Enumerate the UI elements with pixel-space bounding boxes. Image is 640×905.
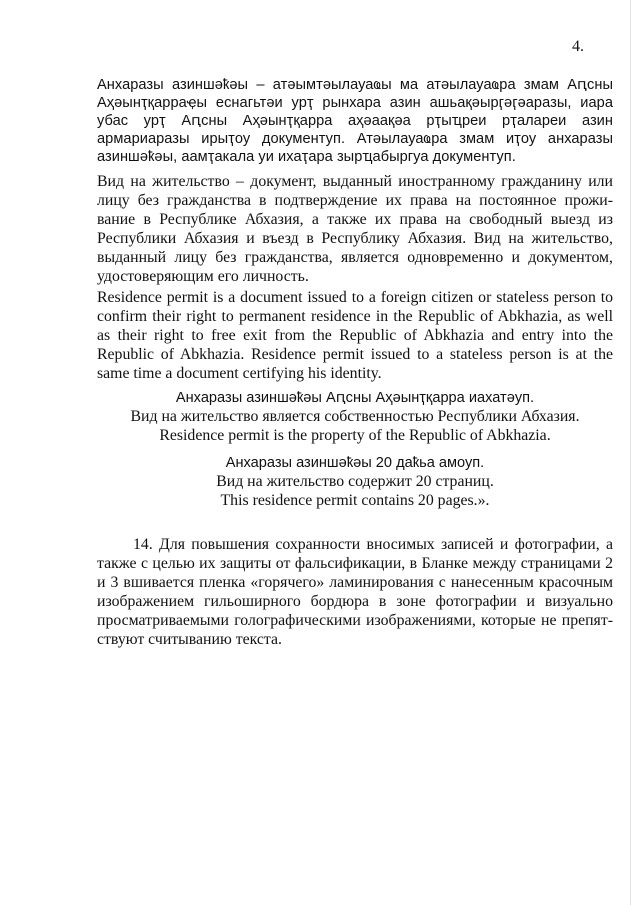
text-line: Вид на жительство – документ, выданный иностранному гражданину или — [97, 173, 613, 190]
text-line: выданный лицу без гражданства, является одновременно и документом, — [97, 249, 613, 266]
text-line: азиншәҟәы, аамҭакала уи ихаҭара зырҵабыргуа документуп. — [97, 149, 516, 165]
page-number: 4. — [572, 38, 584, 55]
property-notice-russian: Вид на жительство является собственностью Республики Абхазия. — [130, 408, 580, 425]
pages-notice-english: This residence permit contains 20 pages.». — [220, 492, 490, 509]
text-line: Republic of Abkhazia. Residence permit issued to a stateless person is at the — [97, 346, 613, 363]
text-line: армариаразы ирыҭоу документуп. Атәылауаҩра змам иҭоу анхаразы — [97, 131, 613, 147]
abkhaz-definition-paragraph — [97, 76, 613, 166]
text-line: Анхаразы азиншәҟәы – атәымтәылауаҩы ма атәылауаҩра змам Аԥсны — [97, 77, 613, 93]
text-line: также с целью их защиты от фальсификации, в Бланке между страницами 2 — [97, 555, 613, 572]
english-definition-paragraph — [97, 288, 613, 383]
text-line: Республики Абхазия и въезд в Республику Абхазия. Вид на жительство, — [97, 230, 613, 247]
pages-notice — [97, 454, 613, 510]
text-line: и 3 вшивается пленка «горячего» ламинирования с нанесенным красочным — [97, 574, 613, 591]
clause-14-paragraph — [97, 535, 613, 649]
text-line: изображением гильоширного бордюра в зоне фотографии и визуально — [97, 593, 613, 610]
text-line: confirm their right to permanent residence in the Republic of Abkhazia, as well — [97, 308, 613, 325]
text-line: убас урҭ Аԥсны Аҳәынҭқарра аҳәаақәа рҭыҵреи рҭалареи азин — [97, 113, 613, 129]
text-line: просматриваемыми голографическими изображениями, которые не препят- — [97, 612, 613, 629]
text-line: лицу без гражданства в подтверждение их права на постоянное прожи- — [97, 192, 613, 209]
text-line: удостоверяющим его личность. — [97, 268, 309, 285]
pages-notice-abkhaz: Анхаразы азиншәҟәы 20 даҟьа амоуп. — [225, 455, 485, 471]
text-line: ствуют считыванию текста. — [97, 631, 282, 648]
text-line: as their right to free exit from the Republic of Abkhazia and entry into the — [97, 327, 613, 344]
property-notice-abkhaz: Анхаразы азиншәҟәы Аԥсны Аҳәынҭқарра иахатәуп. — [175, 390, 535, 406]
russian-definition-paragraph — [97, 172, 613, 286]
text-line: same time a document certifying his identity. — [97, 365, 382, 382]
property-notice-english: Residence permit is the property of the Republic of Abkhazia. — [159, 427, 551, 444]
text-line: вание в Республике Абхазия, а также их права на свободный выезд из — [97, 211, 613, 228]
text-line: Аҳәынҭқарраҿы еснагьтәи урҭ рынхара азин ашьақәырӷәӷәаразы, иара — [97, 95, 613, 111]
page-edge-line — [630, 0, 631, 905]
property-notice — [97, 389, 613, 445]
text-line: 14. Для повышения сохранности вносимых записей и фотографии, а — [133, 536, 613, 553]
text-line: Residence permit is a document issued to a foreign citizen or stateless person to — [97, 289, 613, 306]
pages-notice-russian: Вид на жительство содержит 20 страниц. — [216, 473, 494, 490]
